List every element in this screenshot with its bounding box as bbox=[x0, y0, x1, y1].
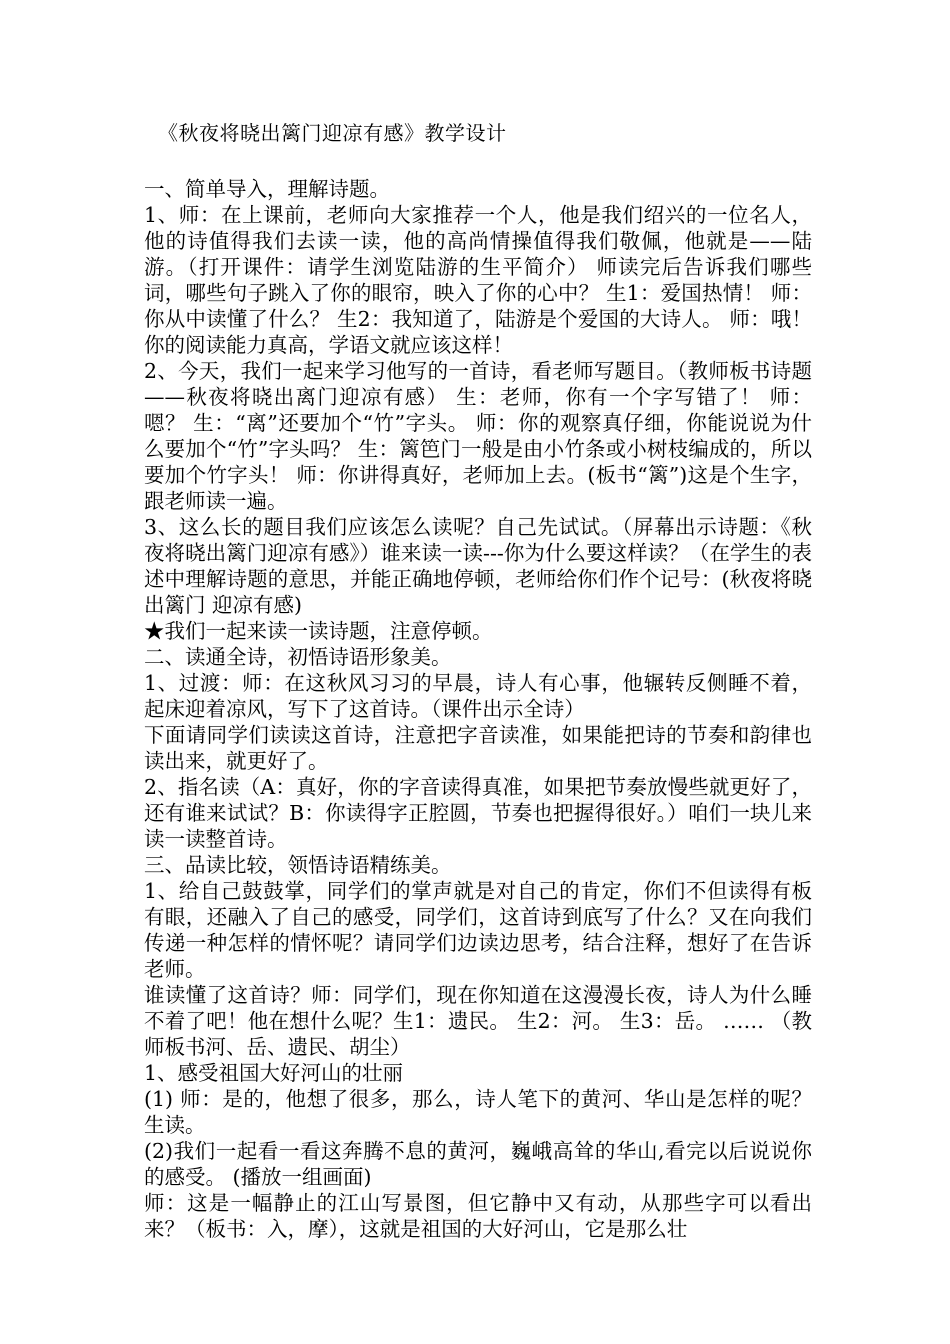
paragraph: 1、感受祖国大好河山的壮丽 bbox=[144, 1061, 404, 1085]
paragraph: (1) 师：是的，他想了很多，那么，诗人笔下的黄河、华山是怎样的呢？生读。 bbox=[144, 1087, 812, 1137]
document-body bbox=[144, 176, 812, 1242]
paragraph: 3、这么长的题目我们应该怎么读呢？自己先试试。（屏幕出示诗题：《秋夜将晓出篱门迎凉有感》）谁来读一读---你为什么要这样读？（在学生的表述中理解诗题的意思，并能正确地停顿，老师给你们作个记号：(秋夜将晓 出篱门 迎凉有感) bbox=[144, 515, 812, 617]
paragraph: 1、过渡：师：在这秋风习习的早晨，诗人有心事，他辗转反侧睡不着，起床迎着凉风，写下了这首诗。（课件出示全诗） bbox=[144, 671, 812, 721]
paragraph: 2、指名读（A：真好，你的字音读得真准，如果把节奏放慢些就更好了，还有谁来试试？B：你读得字正腔圆，节奏也把握得很好。）咱们一块儿来读一读整首诗。 bbox=[144, 775, 812, 851]
paragraph: 1、师：在上课前，老师向大家推荐一个人，他是我们绍兴的一位名人，他的诗值得我们去读一读，他的高尚情操值得我们敬佩，他就是——陆游。（打开课件：请学生浏览陆游的生平简介） 师读完后告诉我们哪些词，哪些句子跳入了你的眼帘，映入了你的心中？ 生1：爱国热情！ 师：你从中读懂了什么？ 生2：我知道了，陆游是个爱国的大诗人。 师：哦！你的阅读能力真高，学语文就应该这样！ bbox=[144, 203, 812, 357]
paragraph: 1、给自己鼓鼓掌，同学们的掌声就是对自己的肯定，你们不但读得有板有眼，还融入了自己的感受，同学们，这首诗到底写了什么？又在向我们传递一种怎样的情怀呢？请同学们边读边思考，结合注释，想好了在告诉老师。 bbox=[144, 879, 812, 981]
paragraph: 谁读懂了这首诗？师：同学们，现在你知道在这漫漫长夜，诗人为什么睡不着了吧！他在想什么呢？生1：遗民。 生2：河。 生3：岳。 …… （教师板书河、岳、遗民、胡尘） bbox=[144, 983, 812, 1059]
heading-section-1: 一、简单导入，理解诗题。 bbox=[144, 177, 390, 201]
paragraph: 师：这是一幅静止的江山写景图，但它静中又有动，从那些字可以看出来？（板书：入，摩），这就是祖国的大好河山，它是那么壮 bbox=[144, 1191, 812, 1241]
document-page bbox=[144, 118, 812, 1242]
heading-section-2: 二、读通全诗，初悟诗语形象美。 bbox=[144, 645, 452, 669]
paragraph: 2、今天，我们一起来学习他写的一首诗，看老师写题目。（教师板书诗题——秋夜将晓出离门迎凉有感） 生：老师，你有一个字写错了！ 师：嗯？ 生：“离”还要加个“竹”字头。 师：你的观察真仔细，你能说说为什么要加个“竹”字头吗？ 生：篱笆门一般是由小竹条或小树枝编成的，所以要加个竹字头！ 师：你讲得真好，老师加上去。(板书“篱”)这是个生字，跟老师读一遍。 bbox=[144, 359, 812, 513]
document-title: 《秋夜将晓出篱门迎凉有感》教学设计 bbox=[158, 121, 507, 145]
paragraph: (2)我们一起看一看这奔腾不息的黄河，巍峨高耸的华山,看完以后说说你的感受。 (播放一组画面) bbox=[144, 1139, 812, 1189]
paragraph: 下面请同学们读读这首诗，注意把字音读准，如果能把诗的节奏和韵律也读出来，就更好了。 bbox=[144, 723, 812, 773]
paragraph: ★我们一起来读一读诗题，注意停顿。 bbox=[144, 619, 493, 643]
heading-section-3: 三、品读比较，领悟诗语精练美。 bbox=[144, 853, 452, 877]
